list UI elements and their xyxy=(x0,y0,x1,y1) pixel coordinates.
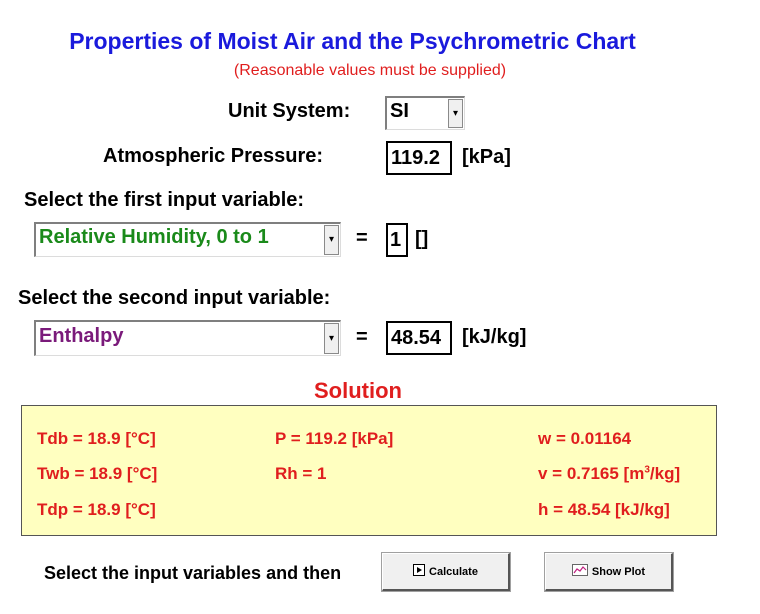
second-variable-select[interactable] xyxy=(34,320,341,356)
tdb-value: Tdb = 18.9 [°C] xyxy=(37,429,156,448)
humidity-ratio-result: w = 0.01164 xyxy=(538,429,632,448)
first-variable-value: Relative Humidity, 0 to 1 xyxy=(39,226,269,248)
second-value-unit: [kJ/kg] xyxy=(462,326,527,348)
tdp-value: Tdp = 18.9 [°C] xyxy=(37,500,156,519)
second-input-label: Select the second input variable: xyxy=(18,287,331,309)
second-variable-value: Enthalpy xyxy=(39,325,124,347)
specific-volume-suffix: /kg] xyxy=(649,464,681,483)
specific-volume-result xyxy=(538,464,680,484)
chevron-down-icon[interactable]: ▾ xyxy=(324,225,339,255)
specific-volume-prefix: v = 0.7165 [m xyxy=(538,464,645,483)
chevron-down-icon[interactable]: ▾ xyxy=(324,323,339,354)
chevron-down-icon[interactable]: ▾ xyxy=(448,99,463,128)
equals-sign: = xyxy=(356,326,368,348)
pressure-input[interactable]: 119.2 xyxy=(386,141,452,175)
unit-system-select[interactable] xyxy=(385,96,465,130)
pressure-label: Atmospheric Pressure: xyxy=(103,145,324,167)
pressure-result: P = 119.2 [kPa] xyxy=(275,429,394,448)
equals-sign: = xyxy=(356,227,368,249)
first-value-input[interactable]: 1 xyxy=(386,223,408,257)
page-subtitle: (Reasonable values must be supplied) xyxy=(233,62,507,79)
specific-volume-exponent: 3 xyxy=(644,464,650,476)
twb-value: Twb = 18.9 [°C] xyxy=(37,464,158,483)
show-plot-button-label: Show Plot xyxy=(591,565,646,578)
rh-result: Rh = 1 xyxy=(275,464,327,483)
solution-panel xyxy=(21,405,717,536)
unit-system-label: Unit System: xyxy=(228,100,351,122)
enthalpy-result: h = 48.54 [kJ/kg] xyxy=(538,500,670,519)
first-input-label: Select the first input variable: xyxy=(24,189,305,211)
play-icon xyxy=(413,564,425,579)
first-variable-select[interactable] xyxy=(34,222,341,257)
solution-heading: Solution xyxy=(314,378,402,403)
chart-icon xyxy=(572,564,588,579)
second-value-input[interactable]: 48.54 xyxy=(386,321,452,355)
pressure-unit: [kPa] xyxy=(462,146,511,168)
calculate-button[interactable] xyxy=(382,553,510,591)
unit-system-value: SI xyxy=(390,100,409,122)
page-title: Properties of Moist Air and the Psychrometric Chart xyxy=(69,28,636,54)
instruction-text: Select the input variables and then xyxy=(44,563,342,583)
show-plot-button[interactable] xyxy=(545,553,673,591)
first-value-unit: [] xyxy=(415,228,429,250)
calculate-button-label: Calculate xyxy=(429,565,478,578)
